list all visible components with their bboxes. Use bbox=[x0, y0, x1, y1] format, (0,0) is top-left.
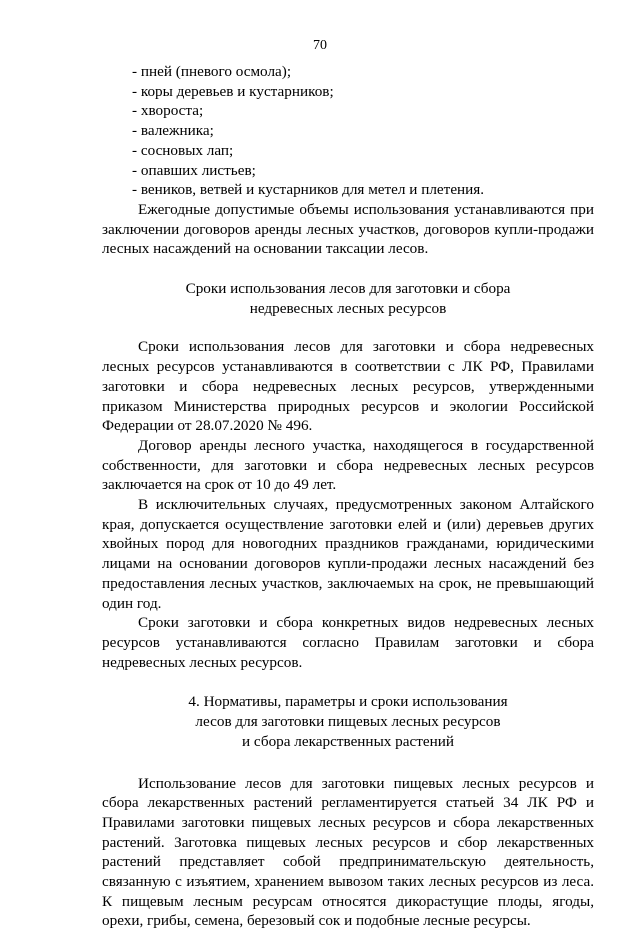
section-heading-line: лесов для заготовки пищевых лесных ресурсов bbox=[102, 712, 594, 732]
section-heading-line: и сбора лекарственных растений bbox=[102, 732, 594, 752]
paragraph: Сроки использования лесов для заготовки и сбора недревесных лесных ресурсов устанавливаются в соответствии с ЛК РФ, Правилами заготовки и сбора недревесных лесных ресурсов, утвержденными приказом Министерства природных ресурсов и экологии Российской Федерации от 28.07.2020 № 496. bbox=[102, 337, 594, 436]
list-item: - коры деревьев и кустарников; bbox=[102, 82, 594, 102]
section-heading-line: 4. Нормативы, параметры и сроки использования bbox=[102, 692, 594, 712]
paragraph: Договор аренды лесного участка, находящегося в государственной собственности, для заготовки и сбора недревесных лесных ресурсов заключается на срок от 10 до 49 лет. bbox=[102, 436, 594, 495]
paragraph: Сроки заготовки и сбора конкретных видов недревесных лесных ресурсов устанавливаются согласно Правилам заготовки и сбора недревесных лесных ресурсов. bbox=[102, 613, 594, 672]
list-item: - сосновых лап; bbox=[102, 141, 594, 161]
list-item: - веников, ветвей и кустарников для метел и плетения. bbox=[102, 180, 594, 200]
paragraph: Использование лесов для заготовки пищевых лесных ресурсов и сбора лекарственных растений регламентируется статьей 34 ЛК РФ и Правилами заготовки пищевых лесных ресурсов и сбора лекарственных растений. Заготовка пищевых лесных ресурсов и сбор лекарственных растений представляет собой предпринимательскую деятельность, связанную с изъятием, хранением вывозом таких лесных ресурсов из леса. К пищевым лесным ресурсам относятся дикорастущие плоды, ягоды, орехи, грибы, семена, березовый сок и подобные лесные ресурсы. bbox=[102, 774, 594, 931]
list-item: - пней (пневого осмола); bbox=[102, 62, 594, 82]
list-item: - валежника; bbox=[102, 121, 594, 141]
list-item: - опавших листьев; bbox=[102, 161, 594, 181]
page-content bbox=[102, 62, 594, 931]
section-heading-line: Сроки использования лесов для заготовки и сбора bbox=[102, 279, 594, 299]
paragraph: В исключительных случаях, предусмотренных законом Алтайского края, допускается осуществление заготовки елей и (или) деревьев других хвойных пород для новогодних праздников гражданами, юридическими лицами на основании договоров купли-продажи лесных насаждений без предоставления лесных участков, заключаемых на срок, не превышающий один год. bbox=[102, 495, 594, 613]
paragraph-annual-volumes: Ежегодные допустимые объемы использования устанавливаются при заключении договоров аренды лесных участков, договоров купли-продажи лесных насаждений на основании таксации лесов. bbox=[102, 200, 594, 259]
page-number: 70 bbox=[0, 36, 640, 56]
section-heading-line: недревесных лесных ресурсов bbox=[102, 299, 594, 319]
resource-list bbox=[102, 62, 594, 200]
list-item: - хвороста; bbox=[102, 101, 594, 121]
